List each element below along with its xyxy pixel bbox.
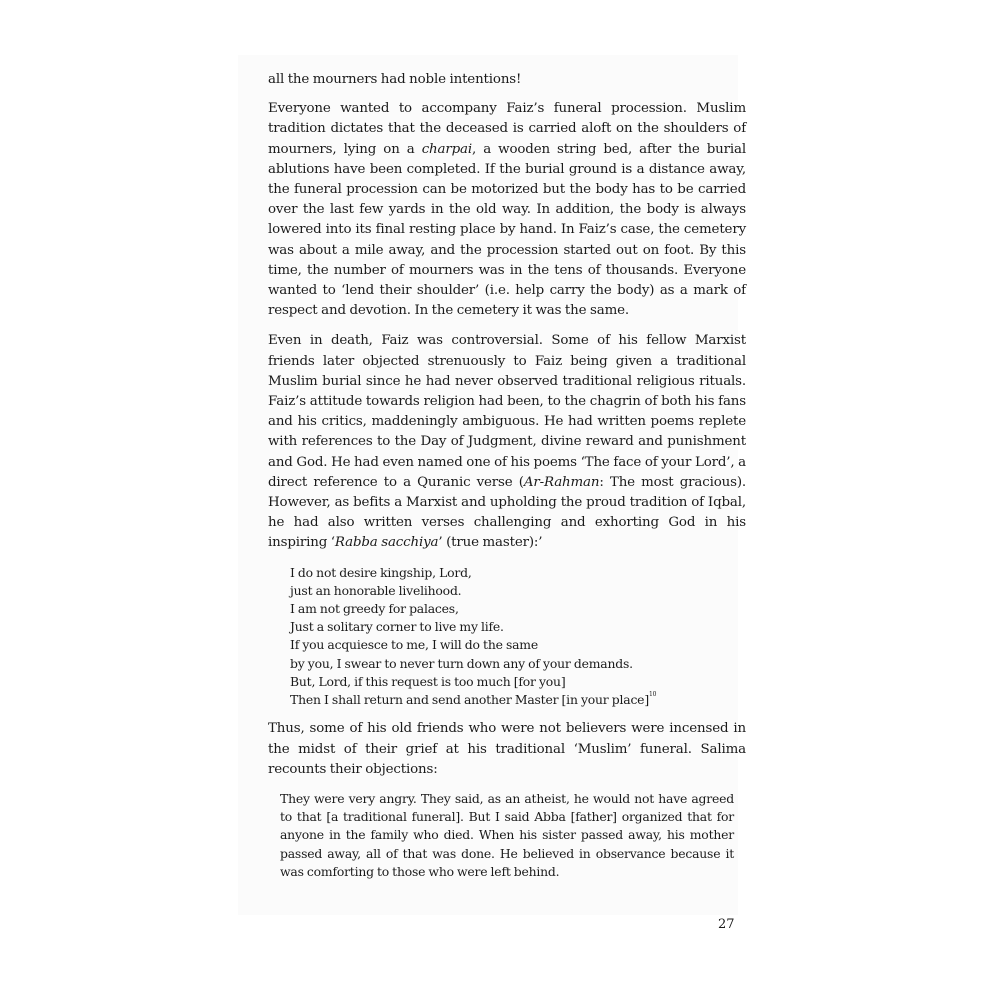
italic-term: Ar-Rahman bbox=[523, 474, 600, 490]
verse-line: I do not desire kingship, Lord, bbox=[290, 564, 472, 580]
page-number: 27 bbox=[718, 917, 735, 932]
text-run: , a wooden string bed, after the burial ablutions have been completed. If the burial ground is a distance away, the funeral procession can be motorized but the body has to be carried over the last few yards in the old way. In addition, the body is always lowered into its final resting place by hand. In Faiz’s case, the cemetery was about a mile away, and the procession started out on foot. By this time, the number of mourners was in the tens of thousands. Everyone wanted to ‘lend their shoulder’ (i.e. help carry the body) as a mark of respect and devotion. In the cemetery it was the same. bbox=[268, 141, 746, 319]
text-run: Even in death, Faiz was controversial. Some of his fellow Marxist friends later objected strenuously to Faiz being given a traditional Muslim burial since he had never observed traditional religious rituals. Faiz’s attitude towards religion had been, to the chagrin of both his fans and his critics, maddeningly ambiguous. He had written poems replete with references to the Day of Judgment, divine reward and punishment and God. He had even named one of his poems ‘The face of your Lord’, a direct reference to a Quranic verse ( bbox=[268, 333, 746, 490]
text-run: Everyone wanted to accompany Faiz’s funeral procession. Muslim tradition dictates that the deceased is carried aloft on the shoulders of mourners, lying on a bbox=[268, 101, 746, 157]
paragraph-continuation: all the mourners had noble intentions! bbox=[268, 72, 522, 87]
text-run: ’ (true master):’ bbox=[438, 535, 543, 551]
paragraph-objections: Thus, some of his old friends who were not believers were incensed in the midst of their grief at his traditional ‘Muslim’ funeral. Salima recounts their objections: bbox=[268, 721, 746, 777]
text-run: : The most gracious). However, as befits a Marxist and upholding the proud tradition of Iqbal, he had also written verses challenging and exhorting God in his inspiring ‘ bbox=[268, 474, 746, 551]
footnote-marker: 10 bbox=[648, 691, 657, 699]
verse-line: by you, I swear to never turn down any of your demands. bbox=[290, 655, 633, 671]
paragraph-controversy bbox=[268, 331, 746, 553]
verse-line: just an honorable livelihood. bbox=[290, 582, 462, 598]
verse-line-text: Then I shall return and send another Master [in your place] bbox=[290, 692, 649, 708]
verse-line: I am not greedy for palaces, bbox=[290, 601, 459, 617]
verse-quote bbox=[290, 564, 746, 710]
verse-line: But, Lord, if this request is too much [for you] bbox=[290, 673, 566, 689]
italic-term: charpai bbox=[421, 141, 472, 157]
page-body bbox=[268, 70, 746, 881]
verse-line: If you acquiesce to me, I will do the same bbox=[290, 637, 538, 653]
block-quote-salima bbox=[280, 790, 734, 881]
verse-line bbox=[290, 691, 746, 709]
paragraph-funeral-procession bbox=[268, 99, 746, 321]
quote-text: They were very angry. They said, as an atheist, he would not have agreed to that [a traditional funeral]. But I said Abba [father] organized that for anyone in the family who died. When his sister passed away, his mother passed away, all of that was done. He believed in observance because it was comforting to those who were left behind. bbox=[280, 790, 734, 879]
verse-line: Just a solitary corner to live my life. bbox=[290, 619, 504, 635]
italic-term: Rabba sacchiya bbox=[334, 535, 439, 551]
